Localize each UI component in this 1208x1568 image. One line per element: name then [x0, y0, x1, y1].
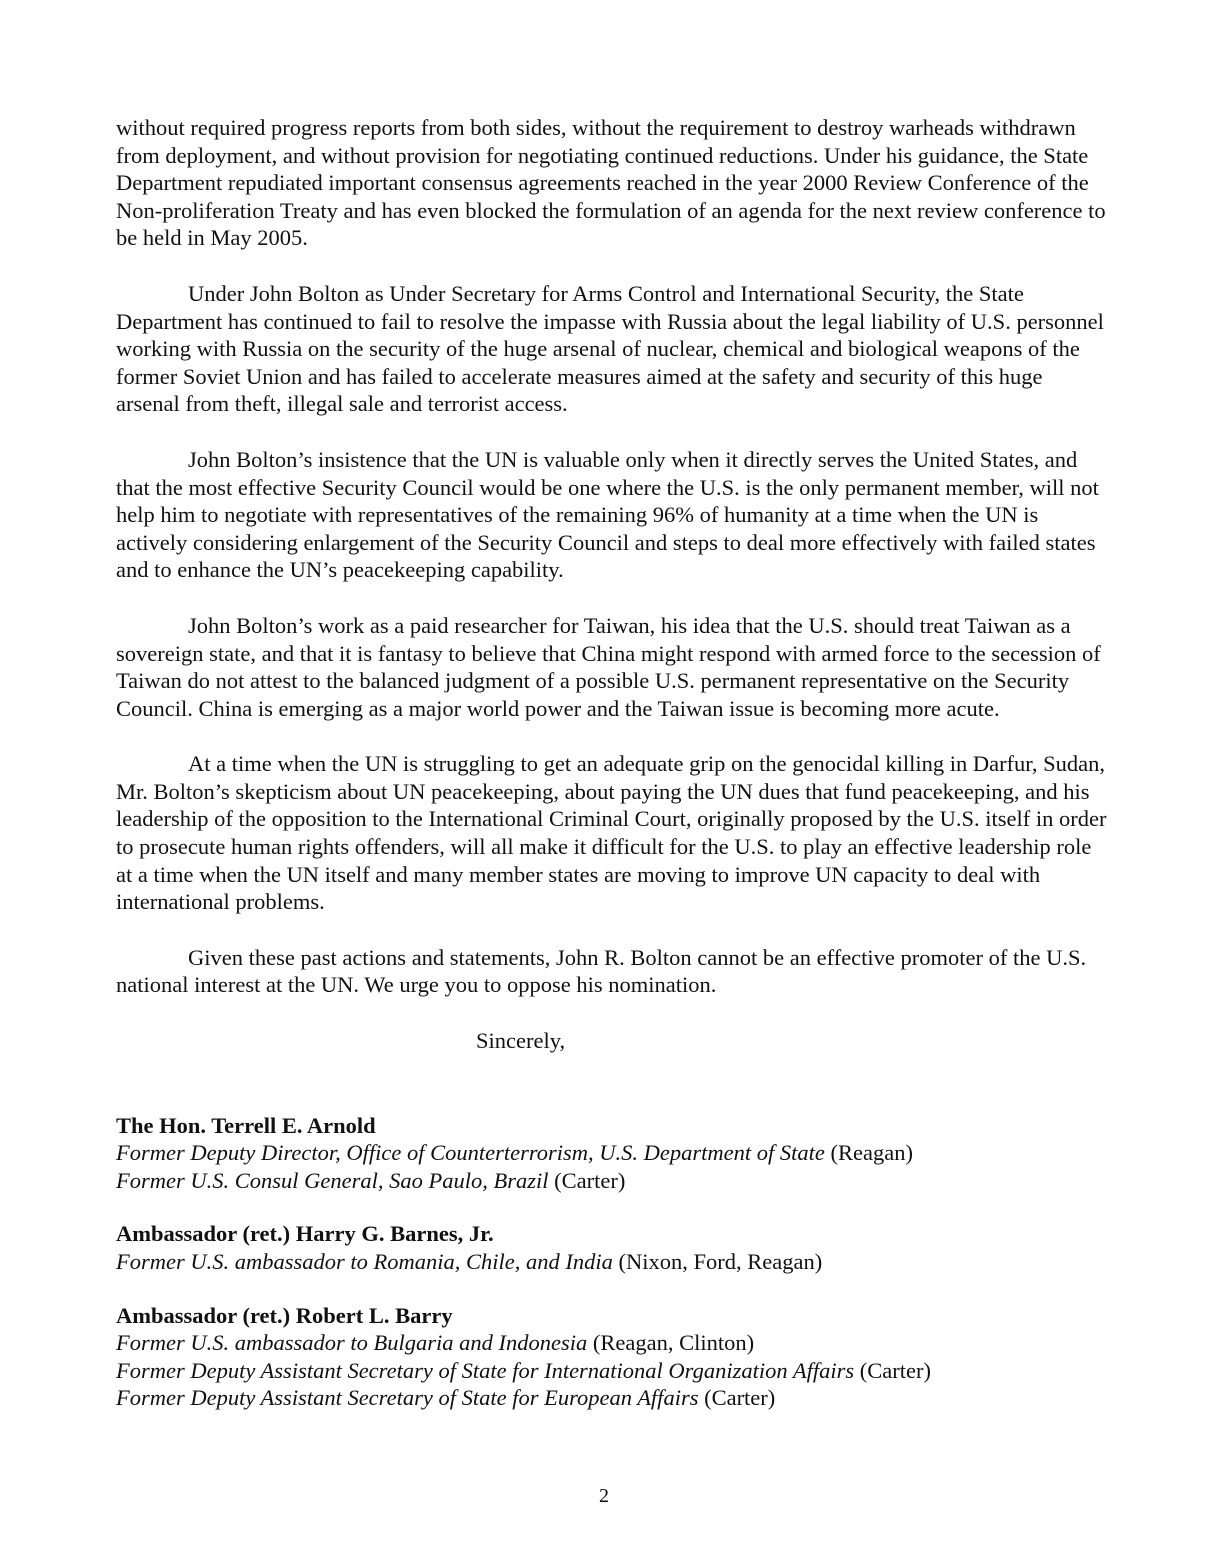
- position-administration: (Carter): [548, 1167, 626, 1193]
- position-administration: (Carter): [698, 1385, 776, 1411]
- body-paragraph: Under John Bolton as Under Secretary for Arms Control and International Security, the State Department has continued to fail to resolve the impasse with Russia about the legal liability of U.S. personnel working with Russia on the security of the huge arsenal of nuclear, chemical and biological weapons of the former Soviet Union and has failed to accelerate measures aimed at the safety and security of this huge arsenal from theft, illegal sale and terrorist access.: [116, 280, 1104, 417]
- position-title: Former Deputy Assistant Secretary of State for International Organization Affairs: [116, 1357, 855, 1383]
- signatory-position: [116, 1329, 1108, 1357]
- position-title: Former Deputy Assistant Secretary of State for European Affairs: [116, 1385, 699, 1411]
- position-title: Former U.S. ambassador to Bulgaria and Indonesia: [116, 1330, 588, 1356]
- body-paragraph: John Bolton’s insistence that the UN is valuable only when it directly serves the United States, and that the most effective Security Council would be one where the U.S. is the only permanent member, will not help him to negotiate with representatives of the remaining 96% of humanity at a time when the UN is actively considering enlargement of the Security Council and steps to deal more effectively with failed states and to enhance the UN’s peacekeeping capability.: [116, 446, 1099, 583]
- position-administration: (Reagan, Clinton): [587, 1330, 755, 1356]
- signatory-position: [116, 1167, 1108, 1195]
- letter-body: [116, 114, 1108, 999]
- signatory-position: [116, 1357, 1108, 1385]
- body-paragraph: At a time when the UN is struggling to get an adequate grip on the genocidal killing in Darfur, Sudan, Mr. Bolton’s skepticism about UN peacekeeping, about paying the UN dues that fund peacekeeping, and his leadership of the opposition to the International Criminal Court, originally proposed by the U.S. itself in order to prosecute human rights offenders, will all make it difficult for the U.S. to play an effective leadership role at a time when the UN itself and many member states are moving to improve UN capacity to deal with international problems.: [116, 751, 1107, 915]
- signatory: [116, 1302, 1108, 1412]
- closing-salutation: Sincerely,: [476, 1028, 566, 1054]
- position-title: Former Deputy Director, Office of Counterterrorism, U.S. Department of State: [116, 1140, 825, 1166]
- signatory-position: [116, 1384, 1108, 1412]
- position-title: Former U.S. Consul General, Sao Paulo, Brazil: [116, 1167, 549, 1193]
- position-administration: (Reagan): [824, 1140, 913, 1166]
- position-administration: (Nixon, Ford, Reagan): [612, 1249, 823, 1274]
- position-title: Former U.S. ambassador to Romania, Chile, and India: [116, 1249, 613, 1274]
- signatory: [116, 1220, 1108, 1275]
- signatory-position: [116, 1248, 1108, 1276]
- body-paragraph: Given these past actions and statements, John R. Bolton cannot be an effective promoter of the U.S. national interest at the UN. We urge you to oppose his nomination.: [116, 944, 1087, 998]
- signatory-name: The Hon. Terrell E. Arnold: [116, 1112, 376, 1138]
- page-number: 2: [599, 1485, 609, 1507]
- signatory-name: Ambassador (ret.) Robert L. Barry: [116, 1302, 453, 1328]
- signatory: [116, 1112, 1108, 1195]
- body-paragraph: without required progress reports from both sides, without the requirement to destroy warheads withdrawn from deployment, and without provision for negotiating continued reductions. Under his guidance, the State Department repudiated important consensus agreements reached in the year 2000 Review Conference of the Non-proliferation Treaty and has even blocked the formulation of an agenda for the next review conference to be held in May 2005.: [116, 115, 1106, 251]
- signatory-name: Ambassador (ret.) Harry G. Barnes, Jr.: [116, 1221, 494, 1247]
- position-administration: (Carter): [854, 1357, 931, 1383]
- signatory-list: [116, 1112, 1108, 1412]
- body-paragraph: John Bolton’s work as a paid researcher for Taiwan, his idea that the U.S. should treat Taiwan as a sovereign state, and that it is fantasy to believe that China might respond with armed force to the secession of Taiwan do not attest to the balanced judgment of a possible U.S. permanent representative on the Security Council. China is emerging as a major world power and the Taiwan issue is becoming more acute.: [116, 612, 1101, 721]
- signatory-position: [116, 1139, 1108, 1167]
